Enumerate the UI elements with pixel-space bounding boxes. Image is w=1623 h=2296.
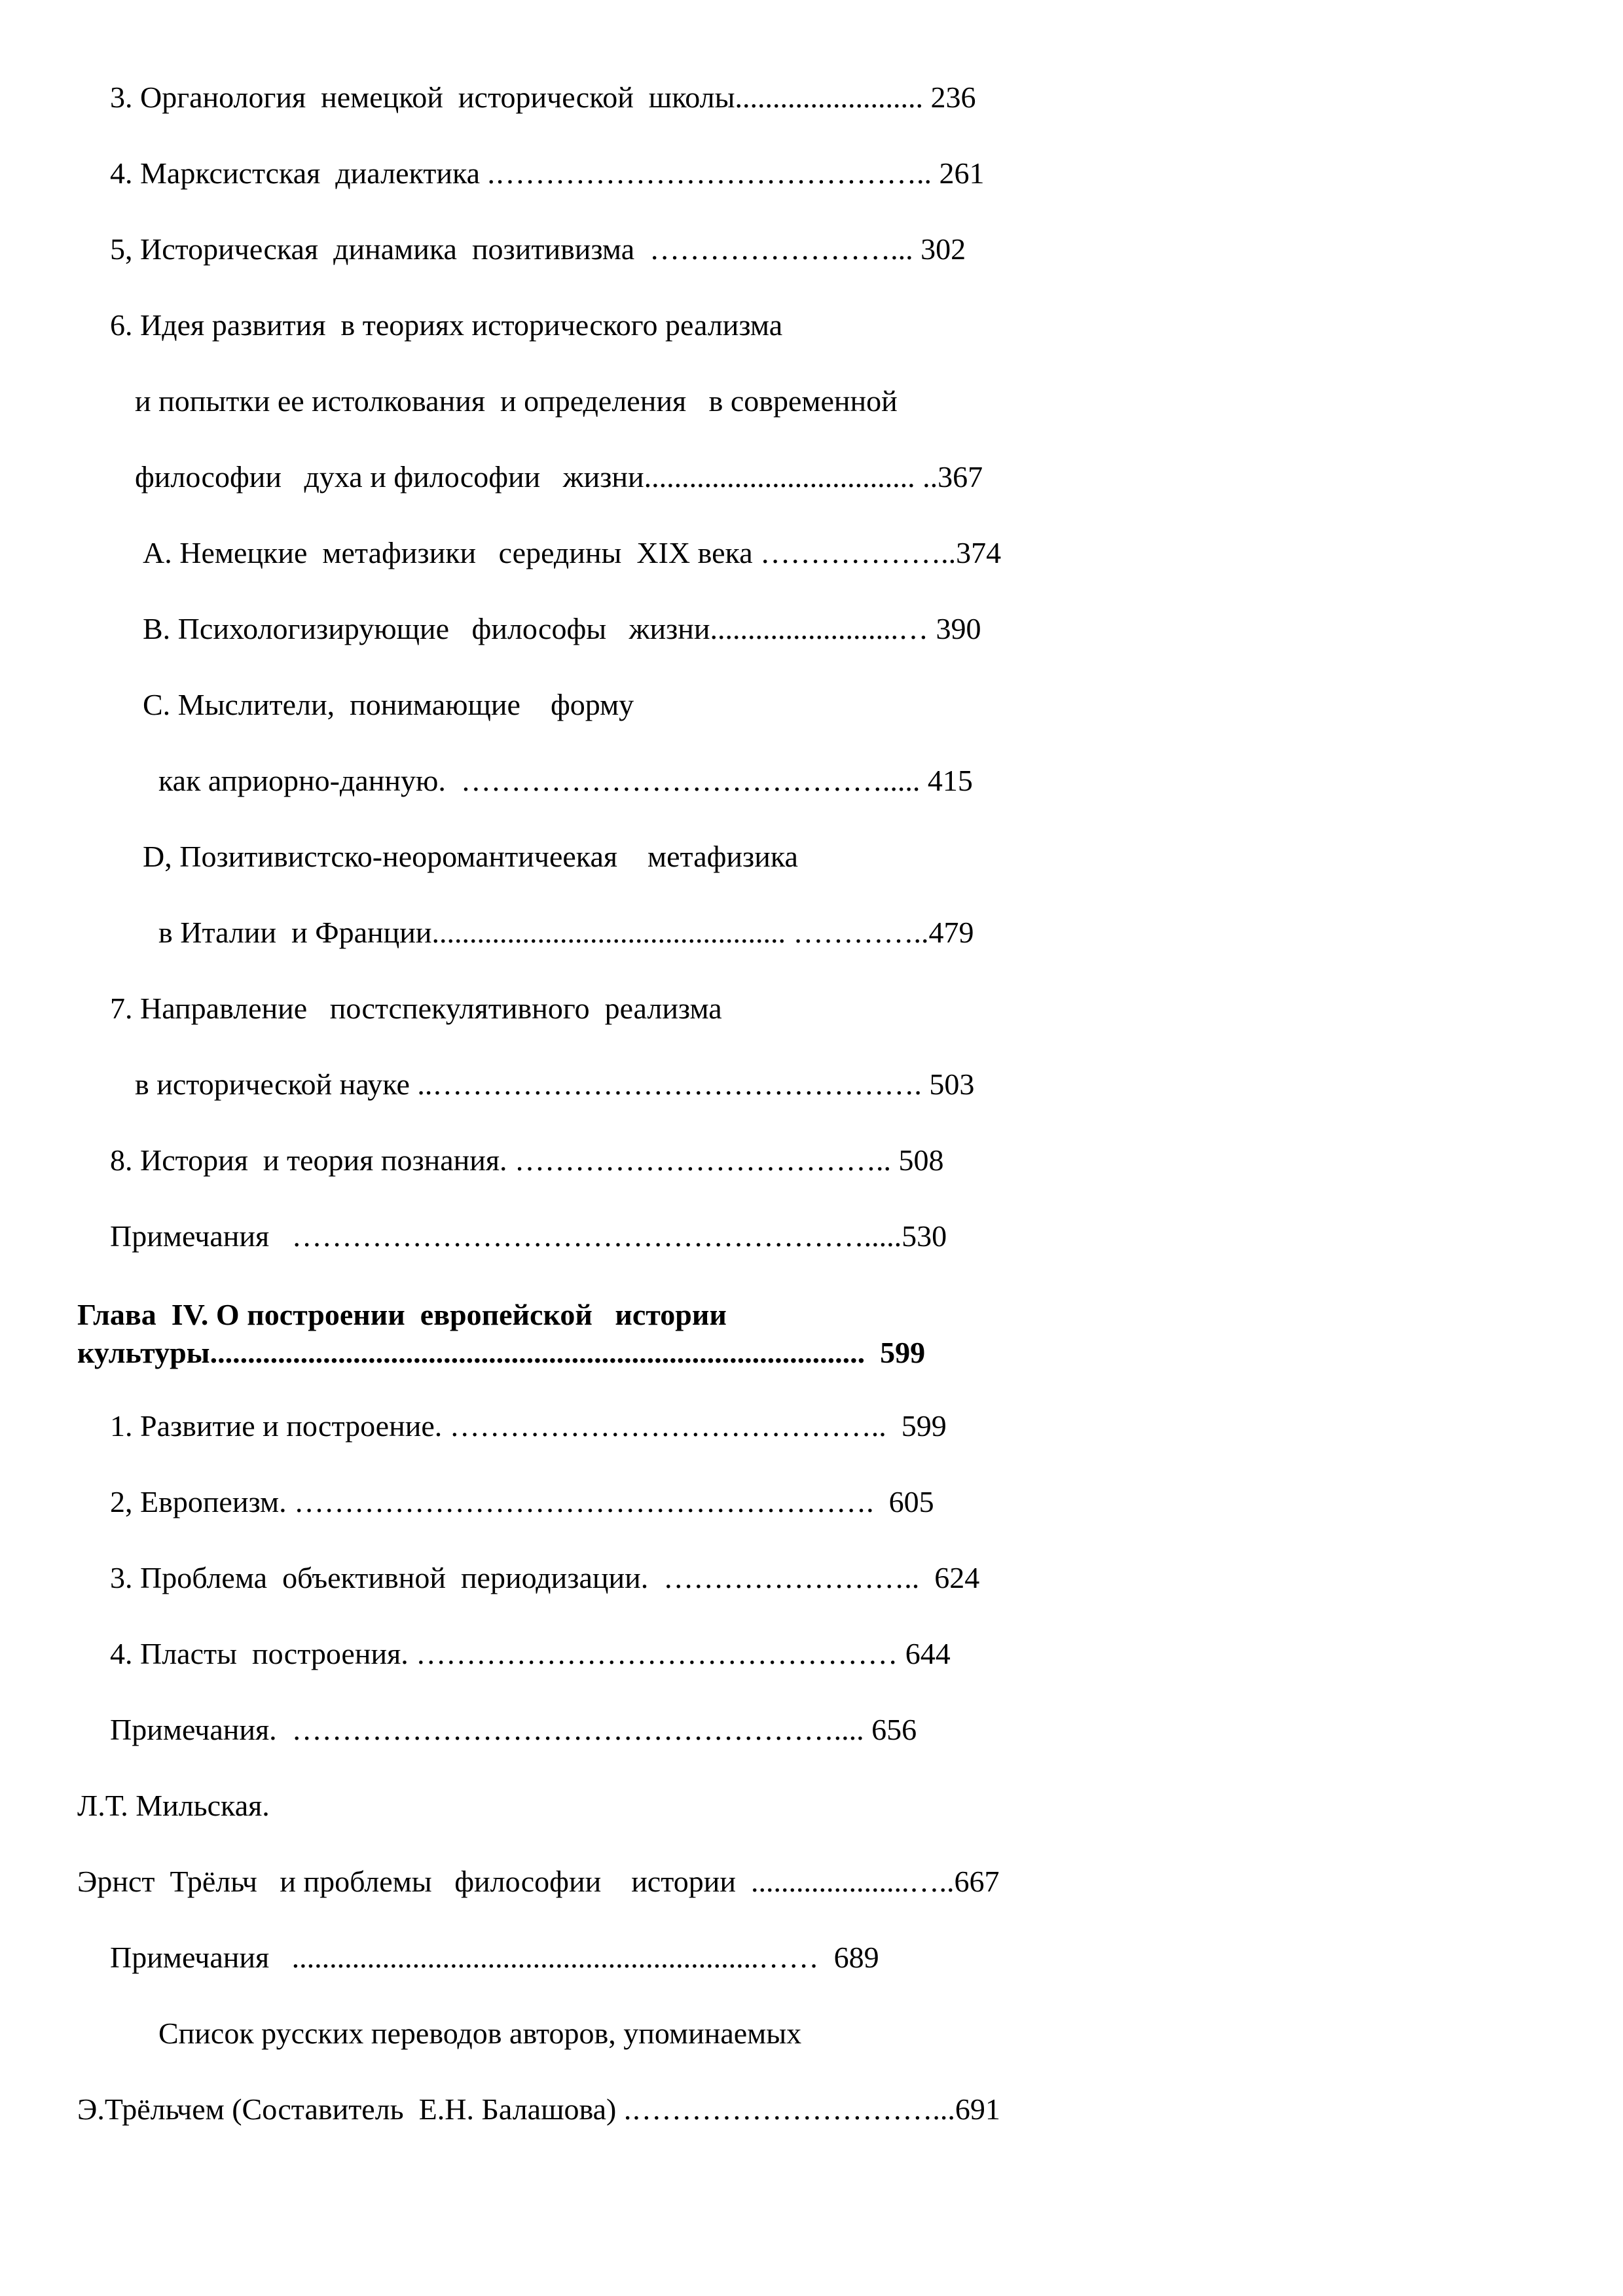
toc-line: 1. Развитие и построение. …………………………………….. 599 — [110, 1409, 947, 1443]
toc-line: 3. Проблема объективной периодизации. …………………….. 624 — [110, 1561, 980, 1594]
toc-line: 6. Идея развития в теориях исторического реализма — [110, 308, 783, 342]
toc-line: Список русских переводов авторов, упоминаемых — [158, 2017, 802, 2050]
toc-line: Примечания ………………………………………………….....530 — [110, 1219, 947, 1253]
chapter-heading: Глава IV. О построении европейской истории — [77, 1298, 727, 1331]
toc-line: как априорно-данную. ……………………………………..... 415 — [158, 764, 973, 797]
toc-line: 4. Пласты построения. ………………………………………… 644 — [110, 1637, 951, 1670]
toc-line: 5, Историческая динамика позитивизма ……………………... 302 — [110, 232, 966, 266]
toc-line: философии духа и философии жизни.................................... ..367 — [135, 460, 983, 493]
toc-line: Примечания. ……………………………………………….... 656 — [110, 1713, 917, 1746]
toc-line: 8. История и теория познания. ……………………………….. 508 — [110, 1143, 944, 1177]
toc-line: А. Немецкие метафизики середины XIX века ………………..374 — [143, 536, 1002, 569]
toc-line: Эрнст Трёльч и проблемы философии истории .....................…..667 — [77, 1865, 1000, 1898]
toc-line: Л.Т. Мильская. — [77, 1789, 270, 1822]
toc-line: Примечания ..............................................................…… 689 — [110, 1941, 879, 1974]
toc-line: 2, Европеизм. …………………………………………………. 605 — [110, 1485, 934, 1518]
toc-line: 7. Направление постспекулятивного реализма — [110, 992, 722, 1025]
toc-line: 4. Марксистская диалектика .…………………………………….. 261 — [110, 156, 985, 190]
toc-line: в Италии и Франции............................................... …………..479 — [158, 916, 974, 949]
chapter-heading-cont: культуры....................................................................................... 599 — [77, 1336, 926, 1369]
toc-line: в исторической науке ..…………………………………………. 503 — [135, 1067, 975, 1101]
toc-line: D, Позитивистско-неоромантичеекая метафизика — [143, 840, 798, 873]
toc-line: С. Мыслители, понимающие форму — [143, 688, 634, 721]
toc-line: В. Психологизирующие философы жизни.........................… 390 — [143, 612, 981, 645]
toc-line: 3. Органология немецкой исторической школы......................... 236 — [110, 81, 976, 114]
toc-line: Э.Трёльчем (Составитель Е.Н. Балашова) .…………………………...691 — [77, 2092, 1000, 2126]
toc-line: и попытки ее истолкования и определения в современной — [135, 384, 898, 418]
